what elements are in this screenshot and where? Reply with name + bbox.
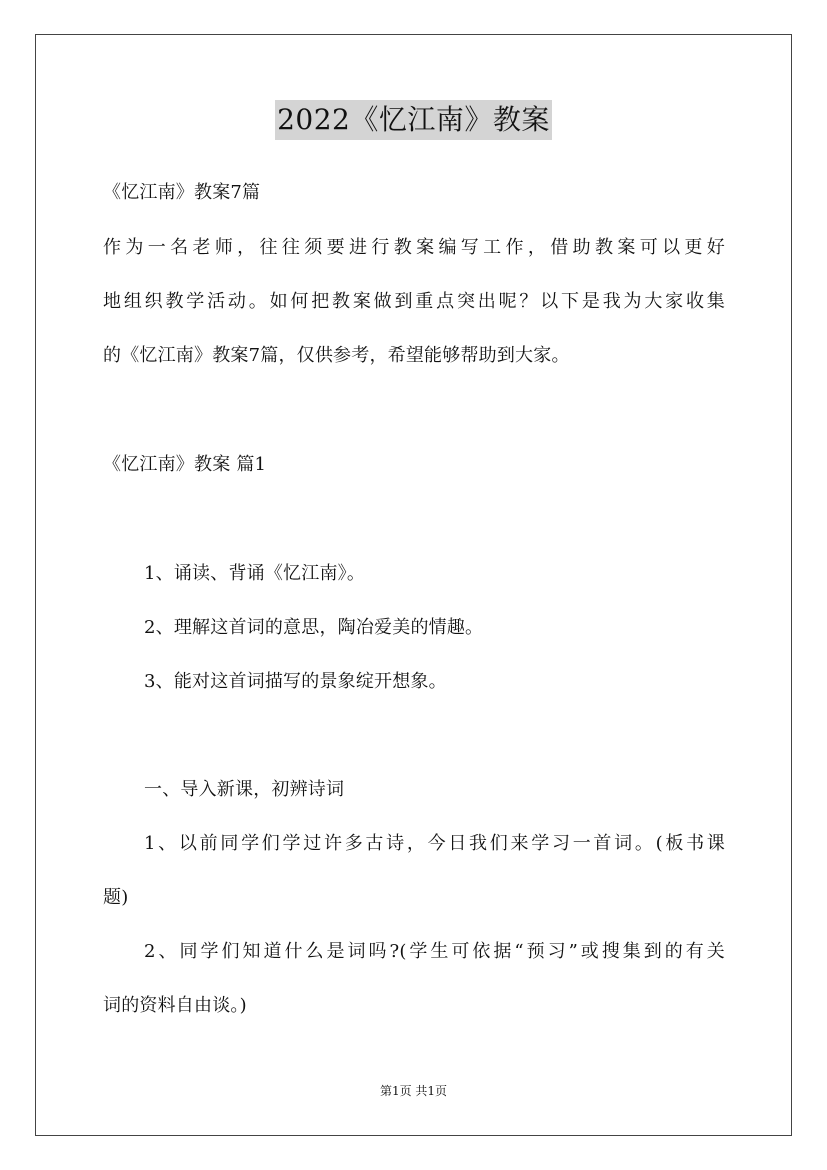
step-line-3: 2、同学们知道什么是词吗?(学生可依据“预习”或搜集到的有关 xyxy=(144,941,725,962)
step-line-2: 题) xyxy=(103,887,129,908)
goal-item-2: 2、理解这首词的意思，陶冶爱美的情趣。 xyxy=(144,617,484,638)
title-text: 2022《忆江南》教案 xyxy=(275,100,552,140)
page-footer: 第1页 共1页 xyxy=(379,1084,448,1098)
goal-item-3: 3、能对这首词描写的景象绽开想象。 xyxy=(144,671,447,692)
goal-item-1: 1、诵读、背诵《忆江南》。 xyxy=(144,563,366,584)
part-heading: 一、导入新课，初辨诗词 xyxy=(144,779,345,800)
subtitle: 《忆江南》教案7篇 xyxy=(103,182,261,203)
intro-line-3: 的《忆江南》教案7篇，仅供参考，希望能够帮助到大家。 xyxy=(103,345,570,366)
step-line-1: 1、以前同学们学过许多古诗，今日我们来学习一首词。(板书课 xyxy=(144,833,725,854)
step-line-4: 词的资料自由谈。) xyxy=(103,995,247,1016)
intro-line-2: 地组织教学活动。如何把教案做到重点突出呢？以下是我为大家收集 xyxy=(103,291,725,312)
intro-line-1: 作为一名老师，往往须要进行教案编写工作，借助教案可以更好 xyxy=(103,237,725,258)
document-title xyxy=(0,100,827,140)
section-heading: 《忆江南》教案 篇1 xyxy=(103,454,267,475)
